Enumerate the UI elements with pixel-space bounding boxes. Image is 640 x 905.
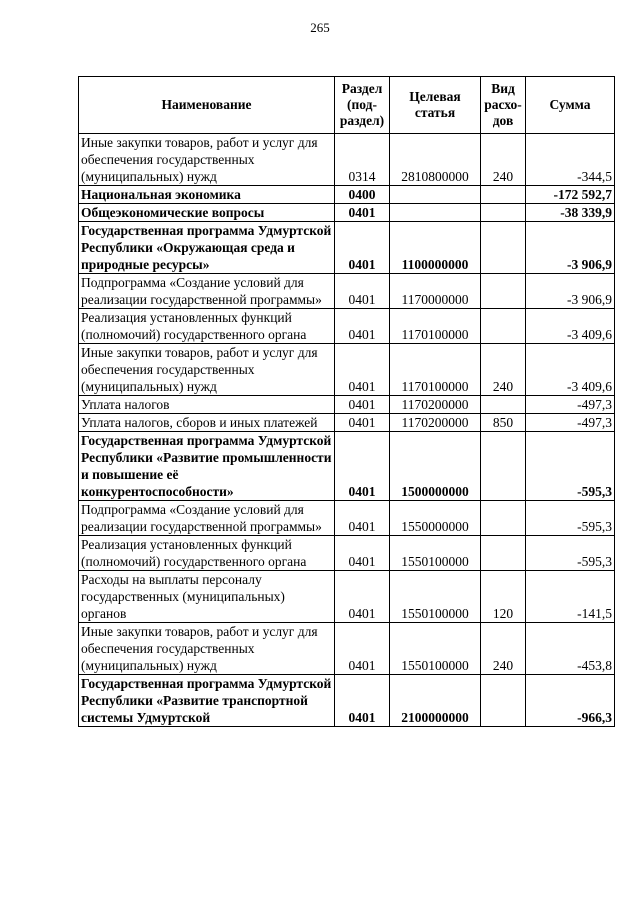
table-row [79, 274, 615, 309]
cell-target [390, 186, 481, 204]
cell-kind: 120 [481, 571, 526, 623]
cell-kind: 240 [481, 344, 526, 396]
header-target: Целевая статья [390, 77, 481, 134]
cell-sum: -344,5 [526, 134, 615, 186]
cell-name: Подпрограмма «Создание условий для реализации государственной программы» [79, 501, 335, 536]
cell-kind [481, 501, 526, 536]
table-row [79, 344, 615, 396]
table-row [79, 309, 615, 344]
cell-name: Иные закупки товаров, работ и услуг для обеспечения государственных (муниципальных) нужд [79, 344, 335, 396]
cell-kind: 240 [481, 623, 526, 675]
table-row [79, 134, 615, 186]
cell-kind [481, 309, 526, 344]
table-row [79, 623, 615, 675]
cell-kind [481, 396, 526, 414]
cell-target: 1170200000 [390, 396, 481, 414]
cell-section: 0401 [335, 414, 390, 432]
cell-target: 1170100000 [390, 344, 481, 396]
cell-name: Расходы на выплаты персоналу государственных (муниципальных) органов [79, 571, 335, 623]
cell-section: 0401 [335, 501, 390, 536]
cell-section: 0401 [335, 222, 390, 274]
cell-target: 1170200000 [390, 414, 481, 432]
cell-target [390, 204, 481, 222]
cell-section: 0400 [335, 186, 390, 204]
table-row [79, 222, 615, 274]
cell-name: Уплата налогов, сборов и иных платежей [79, 414, 335, 432]
cell-kind [481, 432, 526, 501]
cell-sum: -595,3 [526, 536, 615, 571]
table-body [79, 134, 615, 727]
table-row [79, 396, 615, 414]
cell-name: Общеэкономические вопросы [79, 204, 335, 222]
cell-sum: -3 409,6 [526, 309, 615, 344]
table-header-row [79, 77, 615, 134]
cell-sum: -497,3 [526, 396, 615, 414]
cell-name: Иные закупки товаров, работ и услуг для обеспечения государственных (муниципальных) нужд [79, 623, 335, 675]
cell-target: 1550100000 [390, 571, 481, 623]
cell-sum: -453,8 [526, 623, 615, 675]
table-row [79, 536, 615, 571]
cell-target: 2100000000 [390, 675, 481, 727]
table-row [79, 432, 615, 501]
cell-name: Реализация установленных функций (полномочий) государственного органа [79, 309, 335, 344]
table-row [79, 186, 615, 204]
table-row [79, 571, 615, 623]
page-number: 265 [310, 20, 330, 35]
cell-sum: -966,3 [526, 675, 615, 727]
cell-section: 0401 [335, 274, 390, 309]
cell-target: 1170000000 [390, 274, 481, 309]
budget-table [78, 76, 615, 727]
cell-sum: -595,3 [526, 432, 615, 501]
cell-sum: -3 906,9 [526, 222, 615, 274]
cell-section: 0401 [335, 396, 390, 414]
cell-section: 0401 [335, 344, 390, 396]
cell-sum: -172 592,7 [526, 186, 615, 204]
cell-section: 0401 [335, 675, 390, 727]
cell-section: 0401 [335, 623, 390, 675]
cell-section: 0401 [335, 432, 390, 501]
cell-kind [481, 274, 526, 309]
cell-kind [481, 536, 526, 571]
cell-target: 1500000000 [390, 432, 481, 501]
cell-kind: 240 [481, 134, 526, 186]
header-kind: Вид расхо-дов [481, 77, 526, 134]
cell-section: 0401 [335, 571, 390, 623]
header-section: Раздел (под-раздел) [335, 77, 390, 134]
cell-name: Иные закупки товаров, работ и услуг для обеспечения государственных (муниципальных) нужд [79, 134, 335, 186]
cell-kind [481, 222, 526, 274]
cell-sum: -3 906,9 [526, 274, 615, 309]
table-row [79, 675, 615, 727]
cell-name: Государственная программа Удмуртской Республики «Развитие промышленности и повышение её конкурентоспособности» [79, 432, 335, 501]
header-name: Наименование [79, 77, 335, 134]
cell-sum: -3 409,6 [526, 344, 615, 396]
cell-sum: -141,5 [526, 571, 615, 623]
cell-name: Национальная экономика [79, 186, 335, 204]
cell-target: 1550100000 [390, 623, 481, 675]
header-sum: Сумма [526, 77, 615, 134]
cell-target: 2810800000 [390, 134, 481, 186]
cell-target: 1550100000 [390, 536, 481, 571]
cell-sum: -38 339,9 [526, 204, 615, 222]
cell-kind [481, 204, 526, 222]
cell-target: 1170100000 [390, 309, 481, 344]
cell-target: 1550000000 [390, 501, 481, 536]
cell-target: 1100000000 [390, 222, 481, 274]
cell-sum: -595,3 [526, 501, 615, 536]
cell-sum: -497,3 [526, 414, 615, 432]
table-row [79, 204, 615, 222]
cell-name: Государственная программа Удмуртской Республики «Окружающая среда и природные ресурсы» [79, 222, 335, 274]
cell-section: 0314 [335, 134, 390, 186]
cell-name: Подпрограмма «Создание условий для реализации государственной программы» [79, 274, 335, 309]
cell-kind [481, 186, 526, 204]
cell-kind [481, 675, 526, 727]
cell-name: Государственная программа Удмуртской Республики «Развитие транспортной системы Удмуртской [79, 675, 335, 727]
cell-section: 0401 [335, 309, 390, 344]
cell-name: Уплата налогов [79, 396, 335, 414]
cell-section: 0401 [335, 204, 390, 222]
cell-name: Реализация установленных функций (полномочий) государственного органа [79, 536, 335, 571]
cell-section: 0401 [335, 536, 390, 571]
table-row [79, 414, 615, 432]
table-row [79, 501, 615, 536]
cell-kind: 850 [481, 414, 526, 432]
